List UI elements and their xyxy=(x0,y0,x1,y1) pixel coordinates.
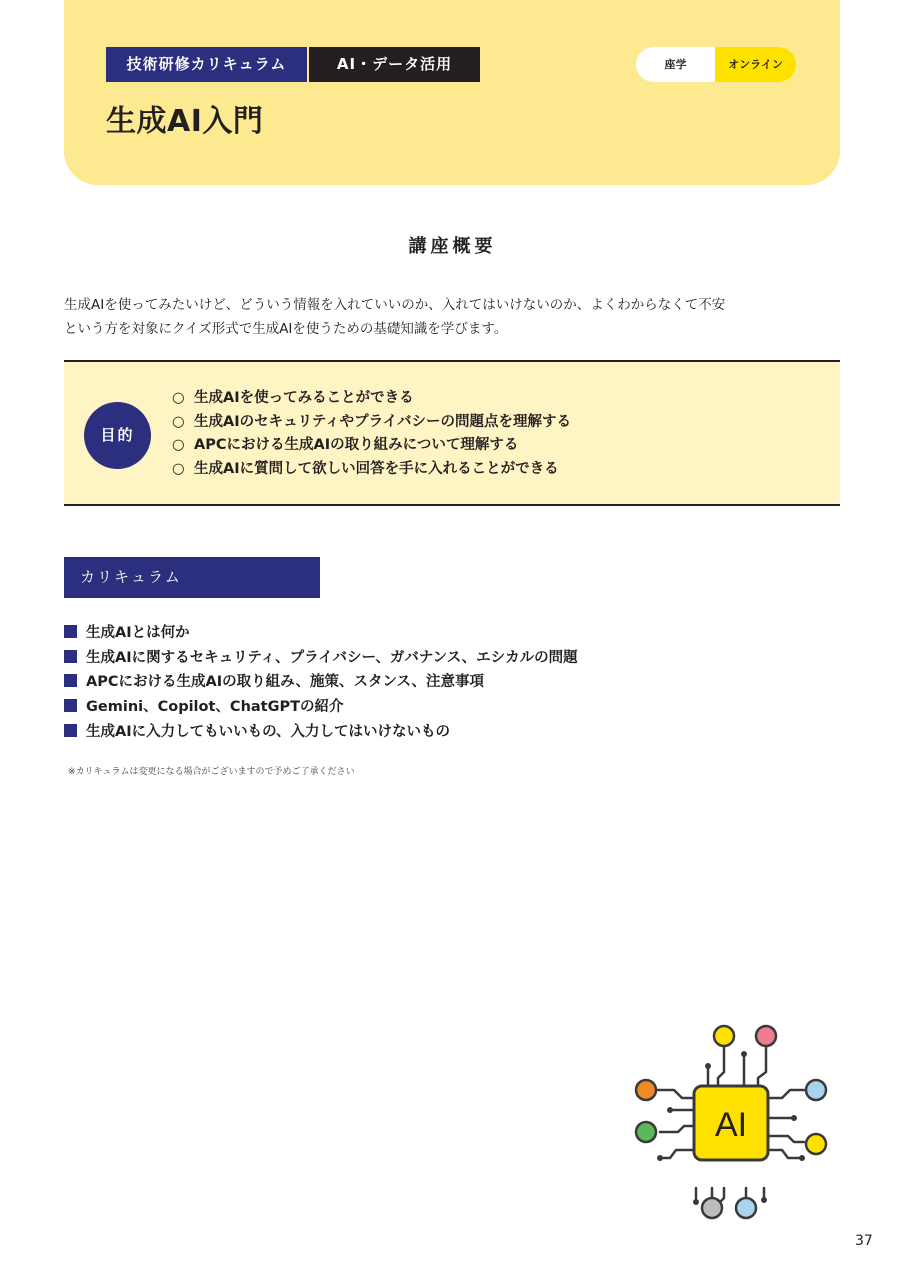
header-panel xyxy=(64,0,840,185)
overview-line: 生成AIを使ってみたいけど、どういう情報を入れていいのか、入れてはいけないのか、よくわからなくて不安 xyxy=(64,297,726,313)
goal-item: ○ 生成AIに質問して欲しい回答を手に入れることができる xyxy=(172,458,571,482)
mode-online: オンライン xyxy=(715,47,796,82)
square-bullet-icon xyxy=(64,674,77,687)
curriculum-list xyxy=(64,621,578,744)
square-bullet-icon xyxy=(64,625,77,638)
page-number: 37 xyxy=(855,1233,873,1249)
ai-chip-label: AI xyxy=(714,1106,748,1144)
curriculum-item-text: 生成AIに関するセキュリティ、プライバシー、ガバナンス、エシカルの問題 xyxy=(86,649,578,666)
square-bullet-icon xyxy=(64,650,77,663)
curriculum-item xyxy=(64,621,578,646)
translate-icon xyxy=(806,1134,826,1154)
palette-icon xyxy=(636,1080,656,1100)
curriculum-item xyxy=(64,720,578,745)
goal-item: ○ 生成AIのセキュリティやプライバシーの問題点を理解する xyxy=(172,411,571,435)
goal-item: ○ APCにおける生成AIの取り組みについて理解する xyxy=(172,434,571,458)
lightbulb-icon xyxy=(714,1026,734,1046)
curriculum-item xyxy=(64,670,578,695)
curriculum-heading: カリキュラム xyxy=(64,557,320,598)
curriculum-item-text: 生成AIに入力してもいいもの、入力してはいけないもの xyxy=(86,723,451,740)
goal-item: ○ 生成AIを使ってみることができる xyxy=(172,387,571,411)
curriculum-item-text: Gemini、Copilot、ChatGPTの紹介 xyxy=(86,699,344,716)
overview-line: という方を対象にクイズ形式で生成AIを使うための基礎知識を学びます。 xyxy=(64,321,508,337)
mode-classroom: 座学 xyxy=(664,58,687,71)
square-bullet-icon xyxy=(64,699,77,712)
video-play-icon xyxy=(636,1122,656,1142)
square-bullet-icon xyxy=(64,724,77,737)
image-icon xyxy=(736,1198,756,1218)
curriculum-item-text: APCにおける生成AIの取り組み、施策、スタンス、注意事項 xyxy=(86,674,484,691)
goals-label: 目的 xyxy=(84,402,151,469)
category-tag: 技術研修カリキュラム xyxy=(106,47,307,82)
curriculum-note: ※カリキュラムは変更になる場合がございますので予めご了承ください xyxy=(68,767,355,777)
pencil-icon xyxy=(702,1198,722,1218)
page-title: 生成AI入門 xyxy=(106,104,264,139)
curriculum-item xyxy=(64,695,578,720)
field-tag: AI・データ活用 xyxy=(309,47,480,82)
overview-text xyxy=(64,293,844,341)
chat-icon xyxy=(806,1080,826,1100)
overview-heading: 講座概要 xyxy=(408,236,497,257)
delivery-mode-badge xyxy=(636,47,796,82)
microphone-icon xyxy=(756,1026,776,1046)
curriculum-item xyxy=(64,646,578,671)
curriculum-item-text: 生成AIとは何か xyxy=(86,625,190,641)
ai-chip-illustration xyxy=(626,1020,836,1225)
goals-list xyxy=(172,387,571,481)
